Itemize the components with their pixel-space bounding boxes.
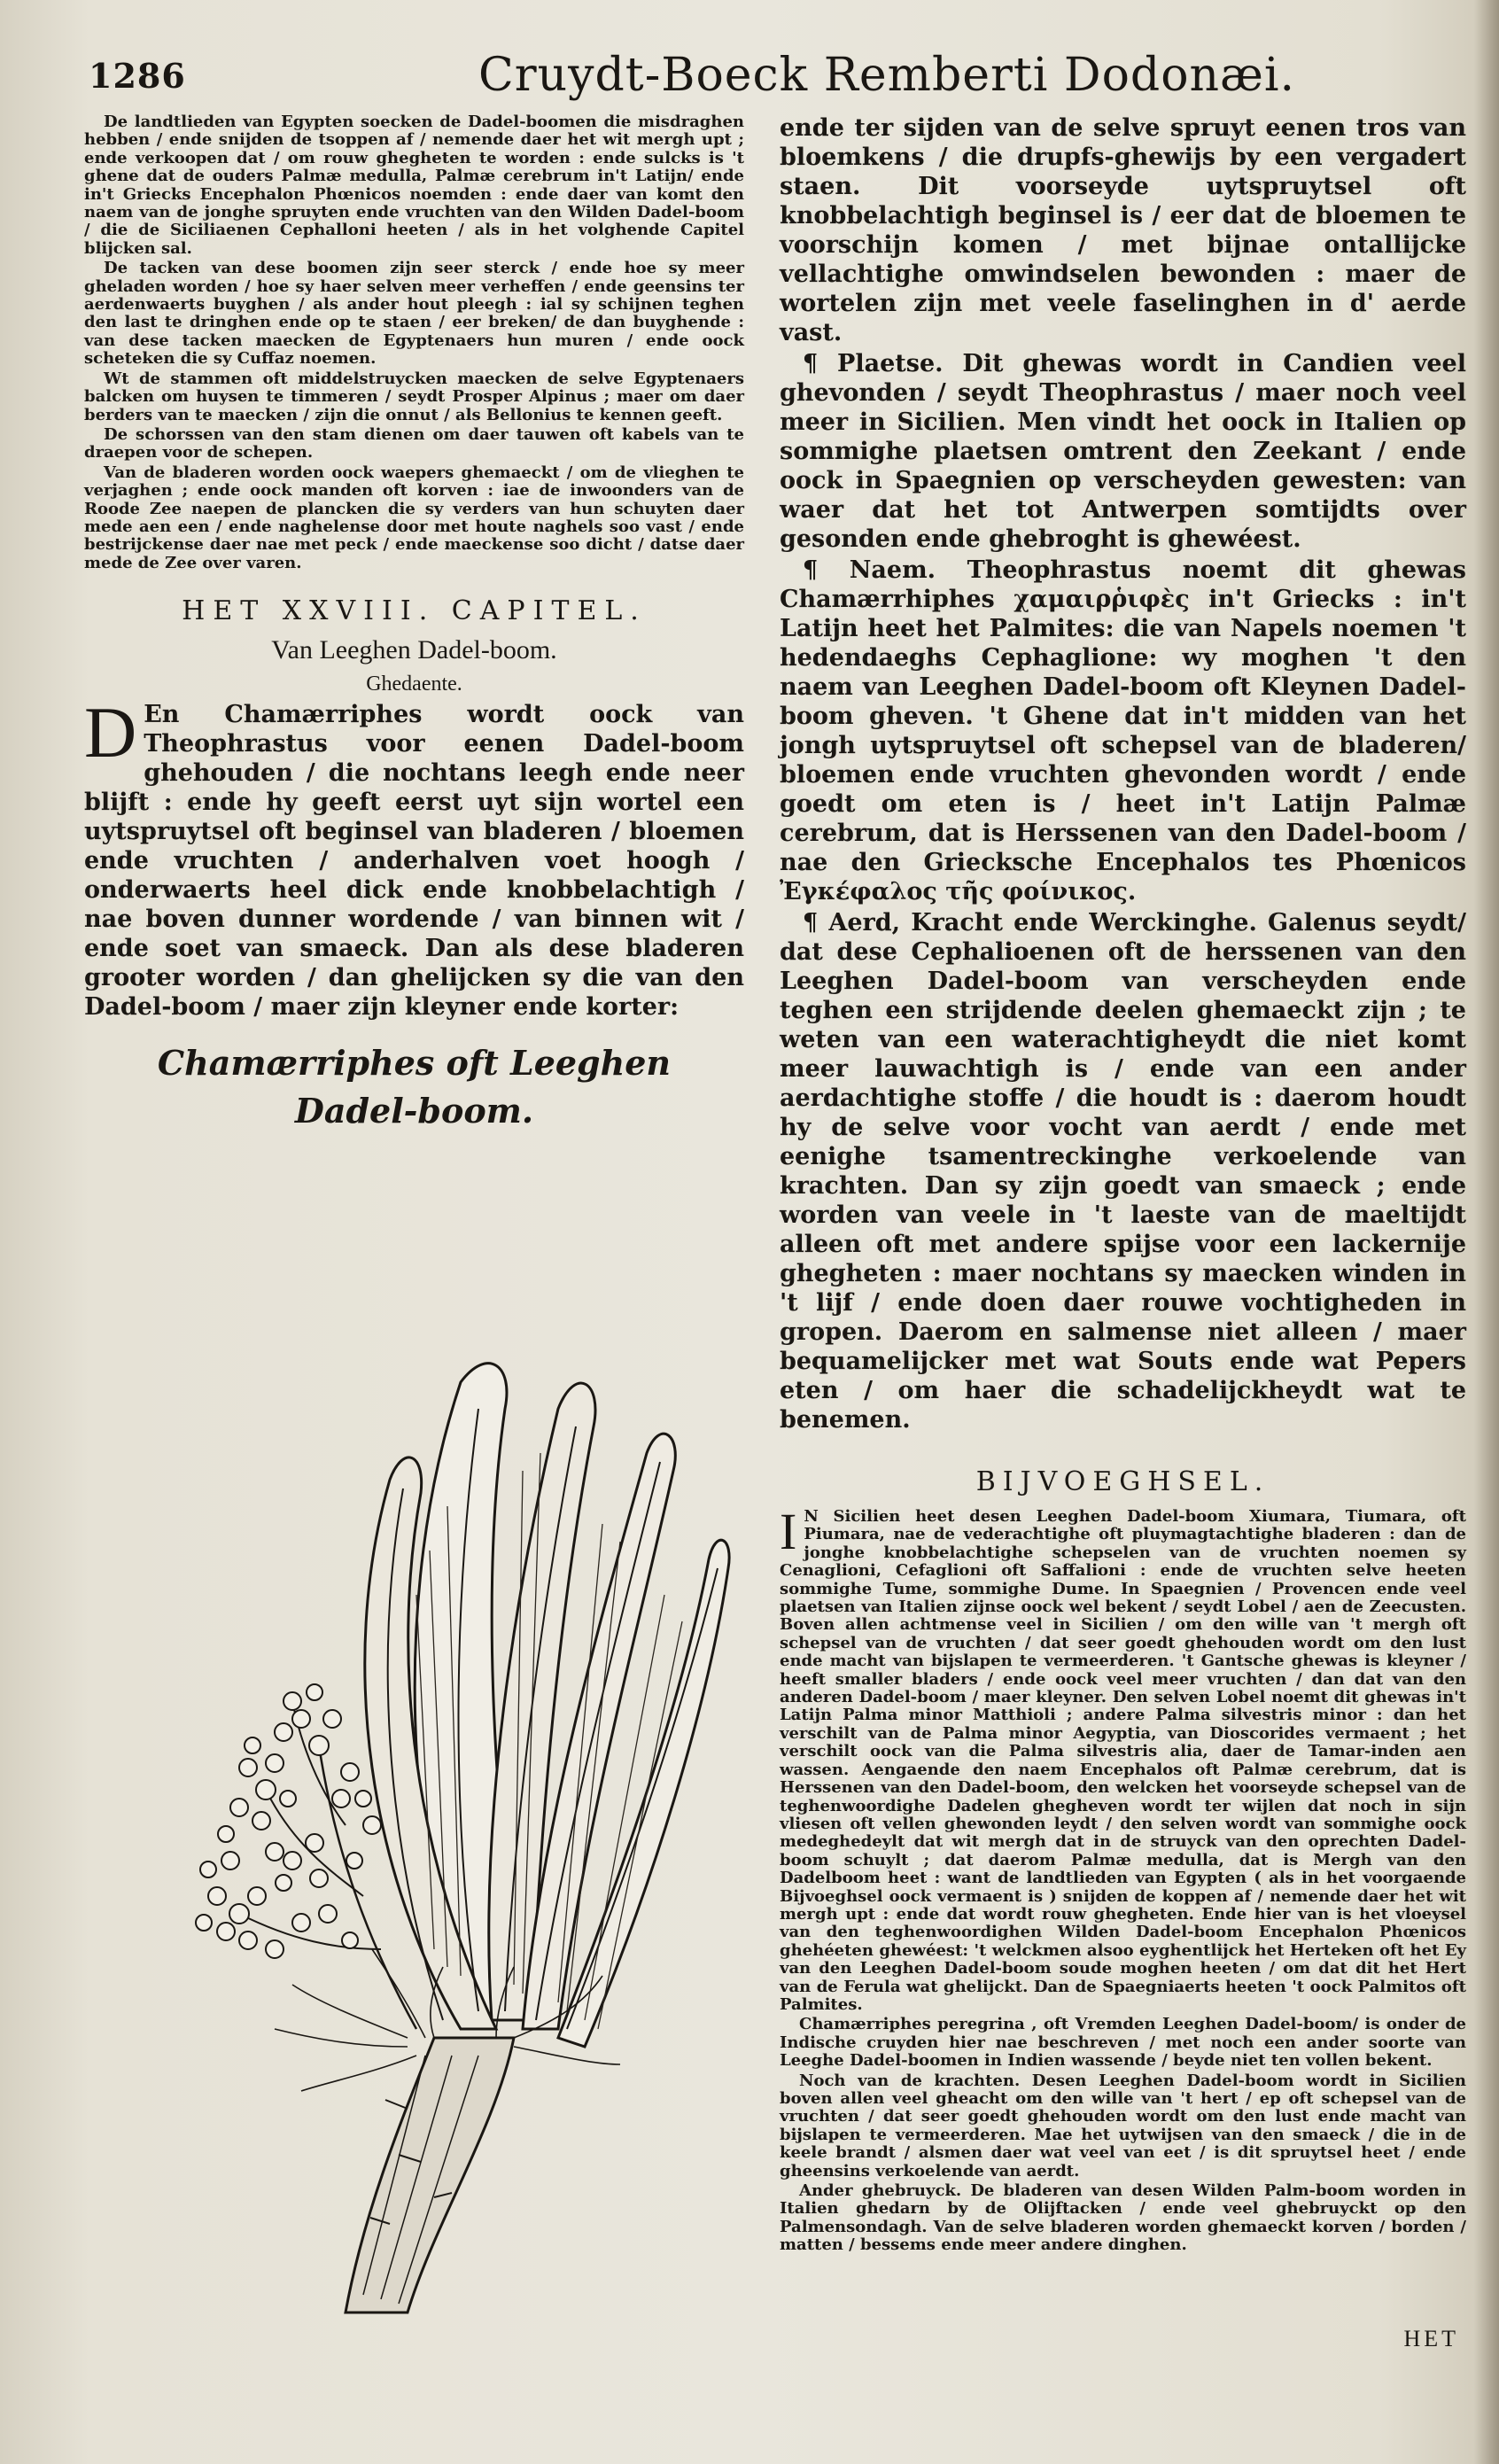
- chapter-heading: HET XXVIII. CAPITEL.: [182, 595, 647, 627]
- paragraph: N Sicilien heet desen Leeghen Dadel-boom Xiumara, Tiumara, oft Piumara, nae de vederachtighe oft pluymagtachtighe bladeren : dan de jonghe knobbelachtighe schepselen van de vruchten noemen sy Cenaglioni, Cefaglioni oft Saffalioni : ende de vruchten selve heeten sommighe Tume, sommighe Dume. In Spaegnien / Provencen ende veel plaetsen van Italien zijnse oock wel bekent / seydt Lobel / aen de Zeecusten. Boven allen achtmense veel in Sicilien / om den wille van 't mergh oft schepsel van de vruchten / dat seer goedt ghehouden wordt om den lust ende macht van bijslapen te vermeerderen. 't Gantsche ghewas is kleyner / heeft smaller bladers / ende oock veel meer vruchten / dan dat van den anderen Dadel-boom / maer kleyner. Den selven Lobel noemt dit ghewas in't Latijn Palma minor Matthioli ; andere Palma silvestris minor : dan het verschilt van de Palma minor Aegyptia, van Dioscorides vermaent ; het verschilt oock van die Palma silvestris alia, daer de Tamar-inden aen wassen. Aengaende den naem Encephalos oft Palmæ cerebrum, dat is Herssenen van den Dadel-boom, den welcken het voorseyde schepsel van de teghenwoordighe Dadelen ghegheven wordt ter wijlen dat noch in sijn vliesen oft vellen ghewonden leydt / den selven wordt van sommighe oock medeghedeylt dat wit mergh dat in de struyck van den oprechten Dadel-boom schuylt ; dat daerom Palmæ medulla, dat is Mergh van den Dadelboom heet : want de landtlieden van Egypten ( als in het voorgaende Bijvoeghsel oock vermaent is ) snijden de koppen af / nemende daer het wit mergh upt : ende dat wordt rouw ghegheten. Ende hier van is het vloeysel van den teghenwoordighen Wilden Dadel-boom Encephalon Phœnicos ghehéeten ghewéest: 't welckmen alsoo eyghentlijck het Herteken oft het Ey van den Leeghen Dadel-boom soude moghen heeten / om dat dit het Hert van de Ferula wat ghelijckt. Dan de Spaegniaerts heeten 't oock Palmitos oft Palmites.: [780, 1507, 1466, 2014]
- page-number: 1286: [89, 56, 186, 96]
- paragraph: De landtlieden van Egypten soecken de Dadel-boomen die misdraghen hebben / ende snijden de tsoppen af / nemende daer het wit mergh upt ; ende verkoopen dat / om rouw ghegheten te worden : ende sulcks is 't ghene dat de ouders Palmæ medulla, Palmæ cerebrum in't Latijn/ ende in't Griecks Encephalon Phœnicos noemden : ende daer van komt den naem van de jonghe spruyten ende vruchten van den Wilden Dadel-boom / die de Siciliaenen Cephalloni heeten / als in het volghende Capitel blijcken sal.: [84, 113, 744, 258]
- palm-trunk: [346, 2038, 514, 2312]
- paragraph: Noch van de krachten. Desen Leeghen Dadel-boom wordt in Sicilien boven allen veel gheacht om den wille van 't hert / ep oft schepsel van de vruchten / dat seer goedt ghehouden wordt om den lust ende macht van bijslapen te vermeerderen. Mae het uytwijsen van den smaeck / die in de keele brandt / alsmen daer wat veel van eet / is dit spruytsel heet / ende gheensins verkoelende van aerdt.: [780, 2071, 1466, 2180]
- bijvoeghsel-block: [780, 1503, 1466, 2014]
- intro-paragraph: En Chamærriphes wordt oock van Theophrastus voor eenen Dadel-boom ghehouden / die nochtans leegh ende neer blijft : ende hy geeft eerst uyt sijn wortel een uytspruytsel oft beginsel van bladeren / bloemen ende vruchten / anderhalven voet hoogh / onderwaerts heel dick ende knobbelachtigh / nae boven dunner wordende / van binnen wit / ende soet van smaeck. Dan als dese bladeren grooter worden / dan ghelijcken sy die van den Dadel-boom / maer zijn kleyner ende korter:: [84, 701, 744, 1022]
- page-edge-shadow: [1474, 0, 1499, 2464]
- figure-caption-line-2: Dadel-boom.: [294, 1091, 534, 1131]
- paragraph: ende ter sijden van de selve spruyt eenen tros van bloemkens / die drupfs-ghewijs by een vergadert staen. Dit voorseyde uytspruytsel oft knobbelachtigh beginsel is / eer dat de bloemen te voorschijn komen / met bijnae ontallijcke vellachtighe omwindselen bewonden : maer de wortelen zijn met veele faselinghen in d' aerde vast.: [780, 114, 1466, 346]
- bijvoeghsel-heading: BIJVOEGHSEL.: [975, 1466, 1270, 1497]
- paragraph: Van de bladeren worden oock waepers ghemaeckt / om de vlieghen te verjaghen ; ende oock manden oft korven : iae de inwoonders van de Roode Zee naepen de plancken die sy verders van hun schuyten daer mede aen een / ende naghelense door met houte naghels soo vast / ende bestrijckense daer nae met peck / ende maeckense soo dicht / datse daer mede de Zee over varen.: [84, 462, 744, 572]
- chapter-title: Van Leeghen Dadel-boom.: [271, 635, 557, 665]
- left-column: [84, 113, 744, 1135]
- drop-cap: I: [780, 1503, 797, 1560]
- paragraph: De tacken van dese boomen zijn seer sterck / ende hoe sy meer gheladen worden / hoe sy haer selven meer verheffen / ende geensins ter aerdenwaerts buyghen / als ander hout pleegh : ial sy schijnen teghen den last te dringhen ende op te staen / eer breken/ de dan buyghende : van dese tacken maecken de Egyptenaers hun muren / ende oock scheteken die sy Cuffaz noemen.: [84, 259, 744, 369]
- drop-cap: D: [84, 692, 137, 773]
- paragraph-plaetse: ¶ Plaetse. Dit ghewas wordt in Candien veel ghevonden / seydt Theophrastus / maer noch veel meer in Sicilien. Men vindt het oock in Italien op sommighe plaetsen omtrent den Zeekant / ende oock in Spaegnien op verscheyden gewesten: van waer dat het tot Antwerpen somtijdts over gesonden ende ghebroght is ghewéest.: [780, 350, 1466, 553]
- paragraph: De schorssen van den stam dienen om daer tauwen oft kabels van te draepen voor de schepen.: [84, 424, 744, 462]
- palm-leaves: [365, 1364, 729, 2047]
- paragraph: Chamærriphes peregrina , oft Vremden Leeghen Dadel-boom/ is onder de Indische cruyden hier nae beschreven / met noch een ander soorte van Leeghe Dadel-boomen in Indien wassende / beyde niet ten vollen bekent.: [780, 2015, 1466, 2071]
- figure-caption-line-1: Chamærriphes oft Leeghen: [157, 1043, 672, 1084]
- figure-caption: [84, 1039, 744, 1135]
- paragraph: Wt de stammen oft middelstruycken maecken de selve Egyptenaers balcken om huysen te timmeren / seydt Prosper Alpinus ; maer om daer berders van te maecken / zijn die onnut / als Bellonius te kennen geeft.: [84, 369, 744, 424]
- section-heading-ghedaente: Ghedaente.: [366, 672, 462, 696]
- woodcut-illustration-dwarf-palm: [142, 1329, 744, 2330]
- running-title: Cruydt-Boeck Remberti Dodonæi.: [478, 49, 1296, 102]
- intro-block: [84, 692, 744, 1022]
- right-column: [780, 113, 1466, 2257]
- paragraph-aerd-kracht: ¶ Aerd, Kracht ende Werckinghe. Galenus seydt/ dat dese Cephalioenen oft de herssenen van den Leeghen Dadel-boom van verscheyden ende teghen een strijdende deelen ghemaeckt zijn ; te weten van een waterachtigheydt die niet komt meer lauwachtigh is / ende van een ander aerdachtighe stoffe / die houdt is : daerom houdt hy de selve voor vocht van aerdt / ende met eenighe tsamentreckinghe verkoelende van krachten. Dan sy zijn goedt van smaeck ; ende worden van veele in 't laeste van de maeltijdt alleen oft met andere spijse voor een lackernije ghegheten : maer nochtans sy maecken winden in 't lijf / ende doen daer rouwe vochtigheden in gropen. Daerom en salmense niet alleen / maer bequamelijcker met wat Souts ende wat Pepers eten / om haer die schadelijckheydt wat te benemen.: [780, 909, 1466, 1434]
- catchword: HET: [1403, 2326, 1459, 2351]
- paragraph-naem: ¶ Naem. Theophrastus noemt dit ghewas Chamærrhiphes χαμαιρῥιφὲς in't Griecks : in't Latijn heet het Palmites: die van Napels noemen 't hedendaeghs Cephaglione: wy moghen 't den naem van Leeghen Dadel-boom oft Kleynen Dadel-boom gheven. 't Ghene dat in't midden van het jongh uytspruytsel oft schepsel van de bladeren/ bloemen ende vruchten ghevonden wordt / ende goedt om eten is / heet in't Latijn Palmæ cerebrum, dat is Herssenen van den Dadel-boom / nae den Griecksche Encephalos tes Phœnicos Ἐγκέφαλος τῆς φοίνικος.: [780, 556, 1466, 906]
- page-header: [89, 49, 1435, 111]
- paragraph: Ander ghebruyck. De bladeren van desen Wilden Palm-boom worden in Italien ghedarn by de Olijftacken / ende veel ghebruyckt op den Palmensondagh. Van de selve bladeren worden ghemaeckt korven / borden / matten / bessems ende meer andere dinghen.: [780, 2181, 1466, 2255]
